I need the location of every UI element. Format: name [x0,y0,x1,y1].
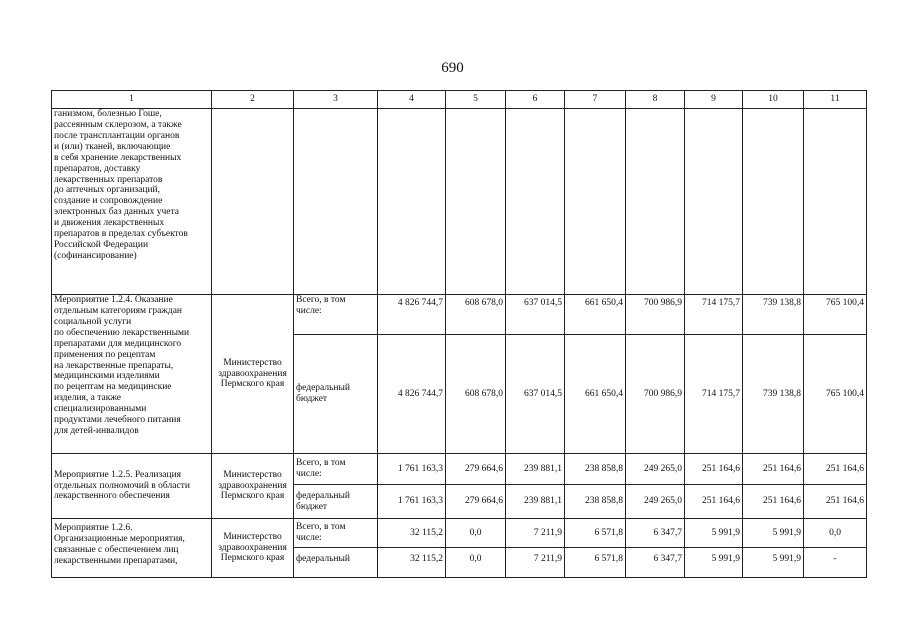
page-bottom-margin [0,594,905,640]
amount-cell: 249 265,0 [626,454,685,485]
amount-cell: 238 858,8 [565,485,626,519]
funding-source: Всего, в том числе: [294,519,378,548]
amount-cell: 7 211,9 [506,548,565,578]
col-header-10: 10 [743,91,804,109]
amount-cell: 608 678,0 [446,295,506,335]
amount-cell: 0,0 [446,519,506,548]
col-header-11: 11 [804,91,867,109]
amount-cell: 251 164,6 [685,485,743,519]
responsible-executor: Министерство здравоохранения Пермского края [212,519,294,578]
col-header-8: 8 [626,91,685,109]
budget-table [51,90,867,578]
amount-cell: 637 014,5 [506,295,565,335]
amount-cell: 700 986,9 [626,335,685,454]
col-header-4: 4 [378,91,446,109]
amount-cell: 239 881,1 [506,485,565,519]
amount-cell: 5 991,9 [685,548,743,578]
amount-cell: 765 100,4 [804,295,867,335]
amount-cell: 5 991,9 [743,519,804,548]
funding-source: Всего, в том числе: [294,295,378,335]
amount-cell: 239 881,1 [506,454,565,485]
activity-description: Мероприятие 1.2.4. Оказание отдельным категориям граждан социальной услуги по обеспечению лекарственными препаратами для медицинского применения по рецептам на лекарственные препараты, медицинскими изделиями по рецептам на медицинские изделия, а также специализированными продуктами лечебного питания для детей-инвалидов [52,295,212,454]
amount-cell: 637 014,5 [506,335,565,454]
amount-cell: 32 115,2 [378,519,446,548]
amount-cell: 238 858,8 [565,454,626,485]
amount-cell: 739 138,8 [743,335,804,454]
funding-source: Всего, в том числе: [294,454,378,485]
responsible-executor: Министерство здравоохранения Пермского края [212,454,294,519]
amount-cell: 6 571,8 [565,519,626,548]
col-header-6: 6 [506,91,565,109]
activity-description: Мероприятие 1.2.5. Реализация отдельных полномочий в области лекарственного обеспечения [52,454,212,519]
amount-cell: 4 826 744,7 [378,335,446,454]
activity-description: ганизмом, болезнью Гоше, рассеянным склерозом, а также после трансплантации органов и (или) тканей, включающие в себя хранение лекарственных препаратов, доставку лекарственных препаратов до аптечных организаций, создание и сопровождение электронных баз данных учета и движения лекарственных препаратов в пределах субъектов Российской Федерации (софинансирование) [52,109,212,295]
amount-cell: 251 164,6 [685,454,743,485]
amount-cell: 4 826 744,7 [378,295,446,335]
amount-cell: 251 164,6 [804,454,867,485]
amount-cell: 6 571,8 [565,548,626,578]
funding-source: федеральный [294,548,378,578]
col-header-1: 1 [52,91,212,109]
amount-cell: 700 986,9 [626,295,685,335]
amount-cell: 714 175,7 [685,335,743,454]
activity-description: Мероприятие 1.2.6. Организационные мероприятия, связанные с обеспечением лиц лекарственными препаратами, [52,519,212,578]
amount-cell: 739 138,8 [743,295,804,335]
col-header-7: 7 [565,91,626,109]
amount-cell: 32 115,2 [378,548,446,578]
amount-cell: 714 175,7 [685,295,743,335]
amount-cell: 5 991,9 [685,519,743,548]
col-header-2: 2 [212,91,294,109]
amount-cell: 5 991,9 [743,548,804,578]
amount-cell: 6 347,7 [626,519,685,548]
table-row [52,454,867,485]
table-row [52,295,867,335]
amount-cell: 765 100,4 [804,335,867,454]
amount-cell: 279 664,6 [446,485,506,519]
amount-cell: 251 164,6 [743,454,804,485]
col-header-5: 5 [446,91,506,109]
amount-cell: - [804,548,867,578]
amount-cell: 661 650,4 [565,295,626,335]
amount-cell: 1 761 163,3 [378,485,446,519]
amount-cell: 0,0 [804,519,867,548]
amount-cell: 6 347,7 [626,548,685,578]
amount-cell: 608 678,0 [446,335,506,454]
funding-source: федеральный бюджет [294,485,378,519]
amount-cell: 661 650,4 [565,335,626,454]
page-number: 690 [441,60,464,76]
amount-cell: 251 164,6 [743,485,804,519]
column-number-row [52,91,867,109]
amount-cell: 279 664,6 [446,454,506,485]
amount-cell: 251 164,6 [804,485,867,519]
col-header-9: 9 [685,91,743,109]
table-row [52,519,867,548]
amount-cell: 0,0 [446,548,506,578]
amount-cell: 1 761 163,3 [378,454,446,485]
amount-cell: 249 265,0 [626,485,685,519]
table-row [52,109,867,295]
funding-source: федеральный бюджет [294,335,378,454]
responsible-executor: Министерство здравоохранения Пермского края [212,295,294,454]
col-header-3: 3 [294,91,378,109]
amount-cell: 7 211,9 [506,519,565,548]
